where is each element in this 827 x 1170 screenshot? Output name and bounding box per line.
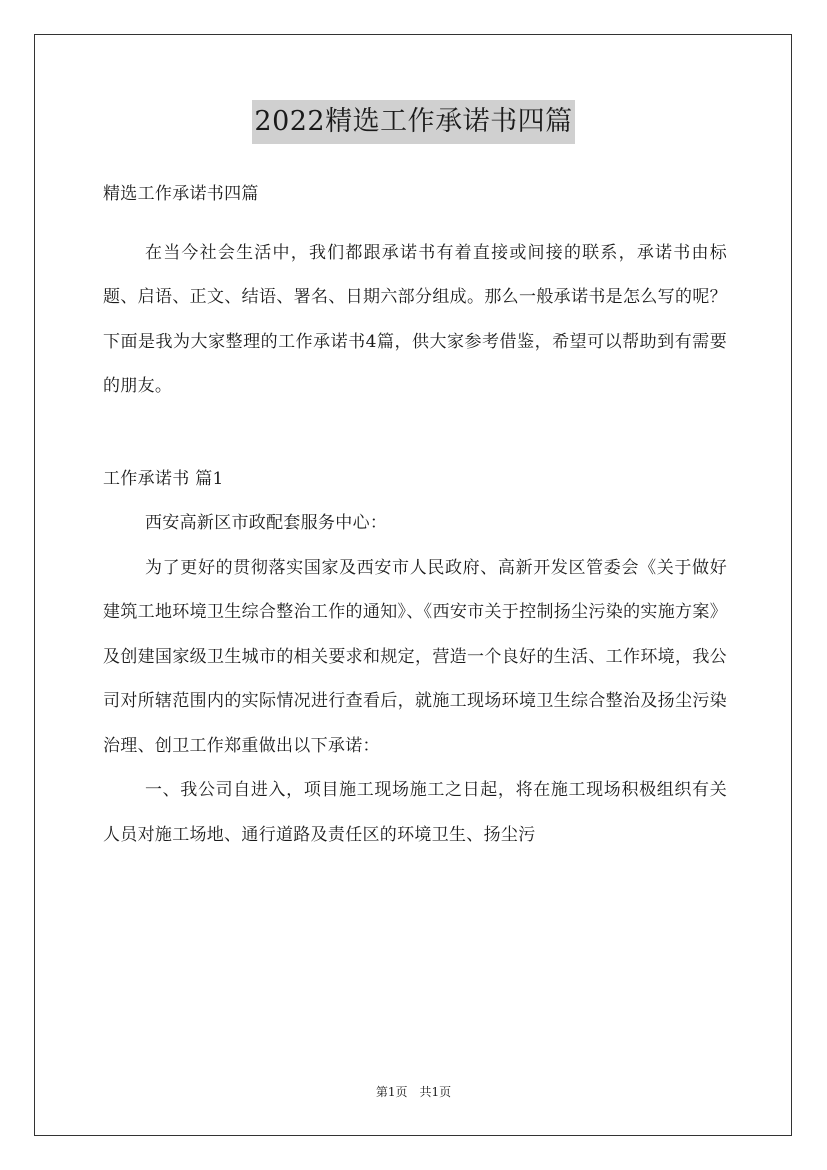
title-container [0,100,827,144]
spacer [103,409,727,457]
spacer [103,217,727,231]
document-body [103,172,727,857]
salutation: 西安高新区市政配套服务中心： [145,513,388,533]
subtitle: 精选工作承诺书四篇 [103,184,259,204]
page-footer [0,1083,827,1100]
page-number: 第1页 共1页 [375,1085,452,1099]
body-paragraph-1: 为了更好的贯彻落实国家及西安市人民政府、高新开发区管委会《关于做好建筑工地环境卫生综合整治工作的通知》、《西安市关于控制扬尘污染的实施方案》及创建国家级卫生城市的相关要求和规定，营造一个良好的生活、工作环境，我公司对所辖范围内的实际情况进行查看后，就施工现场环境卫生综合整治及扬尘污染治理、创卫工作郑重做出以下承诺： [103,557,727,756]
body-paragraph-2: 一、我公司自进入，项目施工现场施工之日起，将在施工现场积极组织有关人员对施工场地、通行道路及责任区的环境卫生、扬尘污 [103,780,727,845]
intro-paragraph: 在当今社会生活中，我们都跟承诺书有着直接或间接的联系，承诺书由标题、启语、正文、结语、署名、日期六部分组成。那么一般承诺书是怎么写的呢？下面是我为大家整理的工作承诺书4篇，供大家参考借鉴，希望可以帮助到有需要的朋友。 [103,242,727,396]
document-title: 2022精选工作承诺书四篇 [252,100,574,144]
section-heading: 工作承诺书 篇1 [103,468,224,489]
